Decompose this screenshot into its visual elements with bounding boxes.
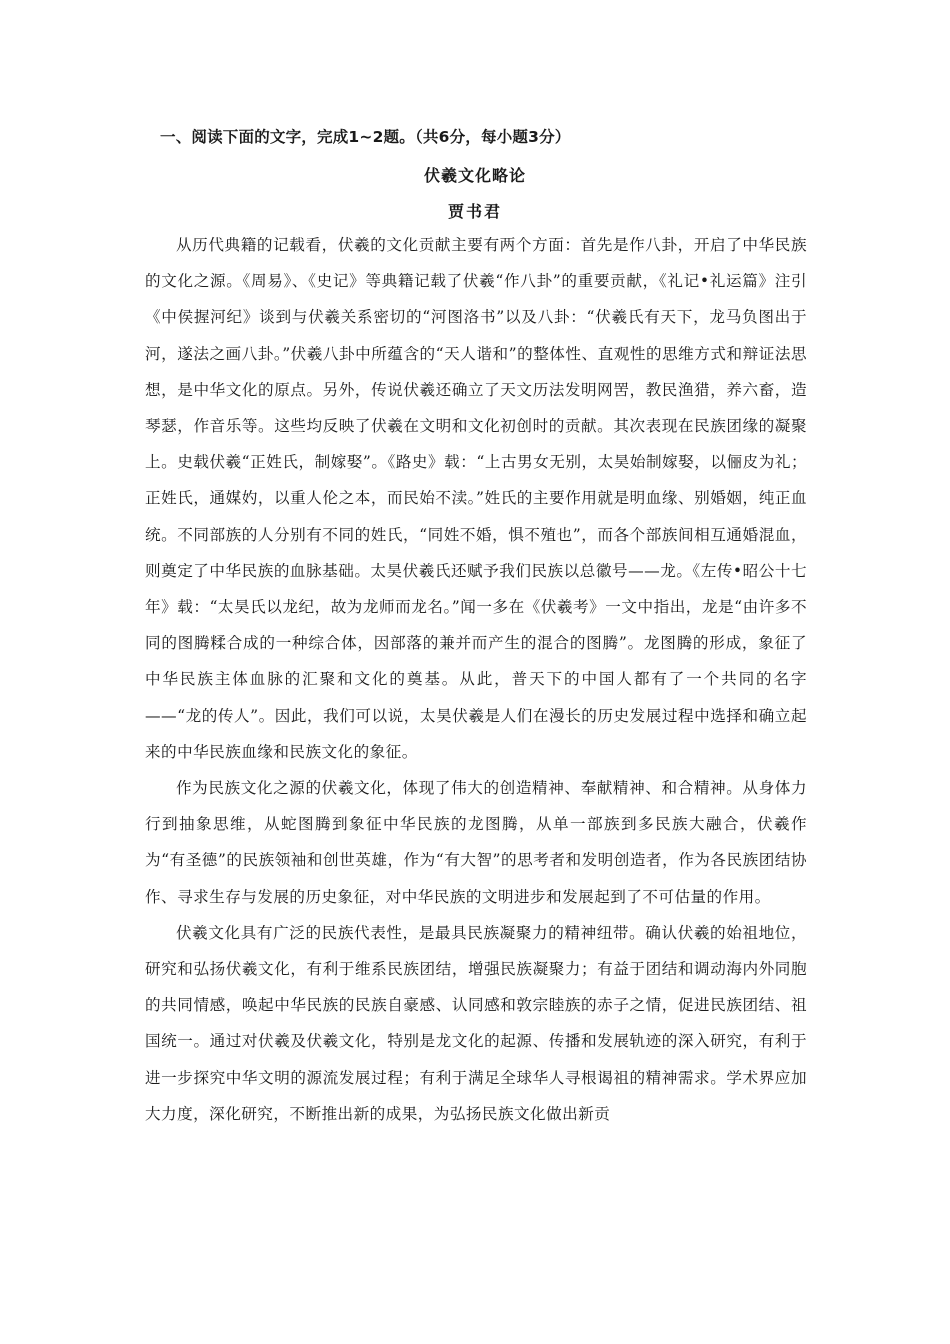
- paragraph-3: 伏羲文化具有广泛的民族代表性，是最具民族凝聚力的精神纽带。确认伏羲的始祖地位，研究和弘扬伏羲文化，有利于维系民族团结，增强民族凝聚力；有益于团结和调动海内外同胞的共同情感，唤起中华民族的民族自豪感、认同感和敦宗睦族的赤子之情，促进民族团结、祖国统一。通过对伏羲及伏羲文化，特别是龙文化的起源、传播和发展轨迹的深入研究，有利于进一步探究中华文明的源流发展过程；有利于满足全球华人寻根谒祖的精神需求。学术界应加大力度，深化研究，不断推出新的成果，为弘扬民族文化做出新贡: [145, 923, 807, 1123]
- article-author: 贾书君: [447, 202, 502, 221]
- question-header: 一、阅读下面的文字，完成1~2题。（共6分，每小题3分）: [160, 128, 571, 146]
- paragraph-2: 作为民族文化之源的伏羲文化，体现了伟大的创造精神、奉献精神、和合精神。从身体力行到抽象思维，从蛇图腾到象征中华民族的龙图腾，从单一部族到多民族大融合，伏羲作为“有圣德”的民族领袖和创世英雄，作为“有大智”的思考者和发明创造者，作为各民族团结协作、寻求生存与发展的历史象征，对中华民族的文明进步和发展起到了不可估量的作用。: [145, 779, 807, 906]
- paragraph-1: 从历代典籍的记载看，伏羲的文化贡献主要有两个方面：首先是作八卦，开启了中华民族的文化之源。《周易》、《史记》等典籍记载了伏羲“作八卦”的重要贡献，《礼记•礼运篇》注引《中侯握河纪》谈到与伏羲关系密切的“河图洛书”以及八卦：“伏羲氏有天下，龙马负图出于河，遂法之画八卦。”伏羲八卦中所蕴含的“天人谐和”的整体性、直观性的思维方式和辩证法思想，是中华文化的原点。另外，传说伏羲还确立了天文历法发明网罟，教民渔猎，养六畜，造琴瑟，作音乐等。这些均反映了伏羲在文明和文化初创时的贡献。其次表现在民族团缘的凝聚上。史载伏羲“正姓氏，制嫁娶”。《路史》载：“上古男女无别，太昊始制嫁娶，以俪皮为礼；正姓氏，通媒妁，以重人伦之本，而民始不渎。”姓氏的主要作用就是明血缘、别婚姻，纯正血统。不同部族的人分别有不同的姓氏，“同姓不婚，惧不殖也”，而各个部族间相互通婚混血，则奠定了中华民族的血脉基础。太昊伏羲氏还赋予我们民族以总徽号——龙。《左传•昭公十七年》载：“太昊氏以龙纪，故为龙师而龙名。”闻一多在《伏羲考》一文中指出，龙是“由许多不同的图腾糅合成的一种综合体，因部落的兼并而产生的混合的图腾”。龙图腾的形成，象征了中华民族主体血脉的汇聚和文化的奠基。从此，普天下的中国人都有了一个共同的名字——“龙的传人”。因此，我们可以说，太昊伏羲是人们在漫长的历史发展过程中选择和确立起来的中华民族血缘和民族文化的象征。: [145, 236, 807, 761]
- article-title: 伏羲文化略论: [423, 166, 526, 185]
- article-body: [145, 227, 807, 1132]
